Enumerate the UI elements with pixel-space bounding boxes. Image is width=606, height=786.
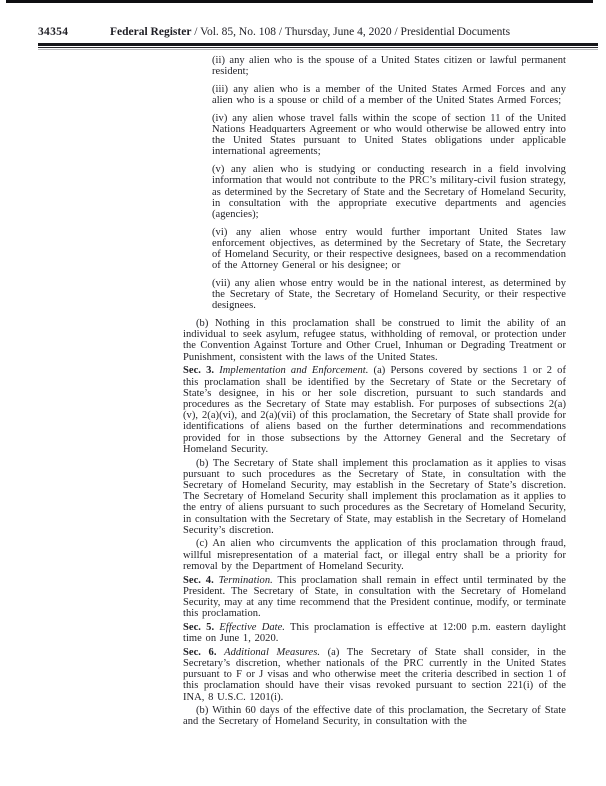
paragraph-2b: (b) Nothing in this proclamation shall be construed to limit the ability of an individual to seek asylum, refugee status, withholding of removal, or protection under the Convention Against Torture and Other Cruel, Inhuman or Degrading Treatment or Punishment, consistent with the laws of the United States.: [183, 318, 566, 363]
header-citation: [110, 26, 510, 38]
clause-iii: (iii) any alien who is a member of the United States Armed Forces and any alien who is a spouse or child of a member of the United States Armed Forces;: [212, 83, 566, 107]
rule-shadow: [38, 49, 598, 50]
header-double-rule: [38, 43, 598, 50]
document-body: [183, 55, 566, 730]
section-6-label: Sec. 6.: [183, 646, 217, 658]
clause-iv: (iv) any alien whose travel falls within the scope of section 11 of the United Nations Headquarters Agreement or who would otherwise be allowed entry into the United States pursuant to United States obligations under applicable international agreements;: [212, 112, 566, 158]
section-5-paragraph: [183, 622, 566, 644]
journal-name: Federal Register: [110, 26, 192, 38]
paragraph-3b: (b) The Secretary of State shall implement this proclamation as it applies to visas pursuant to such procedures as the Secretary of State, in consultation with the Secretary of Homeland Security, may establish in the Secretary of State’s discretion. The Secretary of Homeland Security shall implement this proclamation as it applies to the entry of aliens pursuant to such procedures as the Secretary of Homeland Security, in consultation with the Secretary of State, may establish in the Secretary of Homeland Security’s discretion.: [183, 457, 566, 536]
section-3-paragraph: [183, 365, 566, 455]
section-3-title: Implementation and Enforcement.: [219, 365, 369, 377]
section-4-text: This proclamation shall remain in effect until terminated by the President. The Secretary of State, in consultation with the Secretary of Homeland Security, may at any time recommend that the President continue, modify, or terminate this proclamation.: [183, 574, 566, 620]
section-6-paragraph: [183, 647, 566, 703]
clause-vi: (vi) any alien whose entry would further important United States law enforcement objectives, as determined by the Secretary of State, the Secretary of Homeland Security, or their respective designees, based on a recommendation of the Attorney General or his designee; or: [212, 226, 566, 272]
clause-ii: (ii) any alien who is the spouse of a United States citizen or lawful permanent resident;: [212, 55, 566, 78]
clause-v: (v) any alien who is studying or conducting research in a field involving information that would not contribute to the PRC’s military-civil fusion strategy, as determined by the Secretary of State and the Secretary of Homeland Security, in consultation with the appropriate executive departments and agencies (agencies);: [212, 164, 566, 220]
running-header: [38, 26, 598, 42]
rule-thick: [38, 43, 598, 46]
section-6-text: (a) The Secretary of State shall consider, in the Secretary’s discretion, whether nationals of the PRC currently in the United States pursuant to F or J visas and who otherwise meet the criteria described in section 1 of this proclamation should have their visas revoked pursuant to section 221(i) of the INA, 8 U.S.C. 1201(i).: [183, 646, 566, 703]
page-number: 34354: [38, 26, 69, 38]
clause-vii: (vii) any alien whose entry would be in the national interest, as determined by the Secretary of State, the Secretary of Homeland Security, or their respective designees.: [212, 277, 566, 312]
issue-info: / Vol. 85, No. 108 / Thursday, June 4, 2020 / Presidential Documents: [194, 26, 511, 38]
section-3-text: (a) Persons covered by sections 1 or 2 of this proclamation shall be identified by the Secretary of State or the Secretary of State’s designee, in his or her sole discretion, pursuant to such standards and procedures as the Secretary of State may establish. For purposes of subsections 2(a)(v), 2(a)(vi), and 2(a)(vii) of this proclamation, the Secretary of State shall provide for identifications of aliens based on the further determinations and recommendations provided for in those subsections by the Attorney General and the Secretary of Homeland Security.: [183, 365, 566, 455]
section-5-text: This proclamation is effective at 12:00 p.m. eastern daylight time on June 1, 2020.: [183, 621, 567, 645]
section-4-title: Termination.: [218, 574, 273, 586]
section-5-title: Effective Date.: [219, 621, 285, 633]
page-top-rule: [6, 0, 593, 3]
section-6-title: Additional Measures.: [224, 646, 321, 658]
paragraph-6b: (b) Within 60 days of the effective date of this proclamation, the Secretary of State and the Secretary of Homeland Security, in consultation with the: [183, 705, 566, 728]
section-5-label: Sec. 5.: [183, 621, 215, 633]
rule-thin: [38, 47, 598, 48]
section-4-paragraph: [183, 575, 566, 620]
section-3-label: Sec. 3.: [183, 365, 215, 377]
section-4-label: Sec. 4.: [183, 574, 214, 586]
paragraph-3c: (c) An alien who circumvents the application of this proclamation through fraud, willful misrepresentation of a material fact, or illegal entry shall be a priority for removal by the Department of Homeland Security.: [183, 538, 566, 572]
